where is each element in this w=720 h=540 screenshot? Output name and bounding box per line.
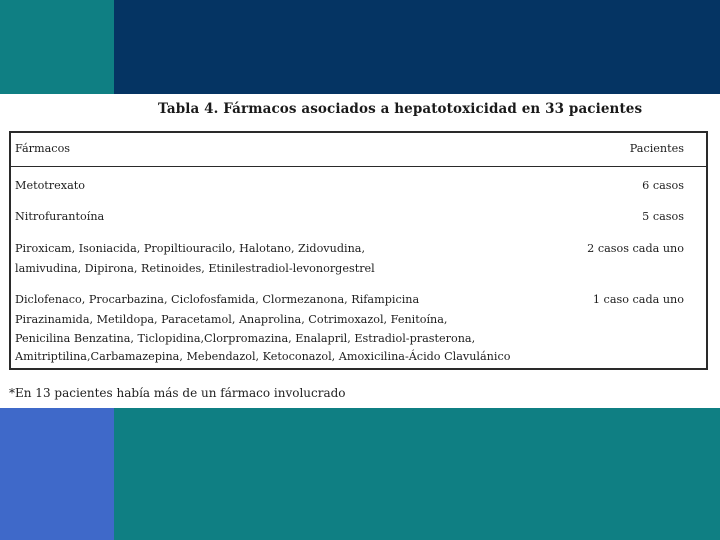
row-drugs-line: Diclofenaco, Procarbazina, Ciclofosfamida, Clormezanona, Rifampicina (15, 293, 420, 306)
background-blue-bottom (0, 408, 114, 540)
table-header-row (11, 133, 706, 167)
row-drugs-line: Piroxicam, Isoniacida, Propiltiouracilo, Halotano, Zidovudina, (15, 242, 366, 255)
header-drugs: Fármacos (15, 142, 71, 155)
row-drugs: Nitrofurantoína (15, 210, 105, 223)
row-drugs: Metotrexato (15, 179, 85, 192)
table-footnote: *En 13 pacientes había más de un fármaco involucrado (9, 386, 346, 400)
header-patients: Pacientes (629, 142, 684, 155)
row-drugs-line: Pirazinamida, Metildopa, Paracetamol, Anaprolina, Cotrimoxazol, Fenitoína, (15, 313, 448, 326)
drug-table (9, 131, 708, 370)
background-navy-top (114, 0, 720, 94)
row-patients: 5 casos (642, 210, 684, 223)
background-teal-bottom (114, 408, 720, 540)
row-patients: 2 casos cada uno (587, 242, 684, 255)
background-teal-top (0, 0, 114, 94)
row-drugs-line: Penicilina Benzatina, Ticlopidina,Clorpromazina, Enalapril, Estradiol-prasterona, (15, 332, 476, 345)
table-title: Tabla 4. Fármacos asociados a hepatotoxicidad en 33 pacientes (158, 101, 643, 117)
row-drugs-line: lamivudina, Dipirona, Retinoides, Etinilestradiol-levonorgestrel (15, 262, 375, 275)
row-patients: 1 caso cada uno (592, 293, 684, 306)
row-patients: 6 casos (642, 179, 684, 192)
row-drugs-line: Amitriptilina,Carbamazepina, Mebendazol, Ketoconazol, Amoxicilina-Ácido Clavulánico (15, 350, 511, 363)
